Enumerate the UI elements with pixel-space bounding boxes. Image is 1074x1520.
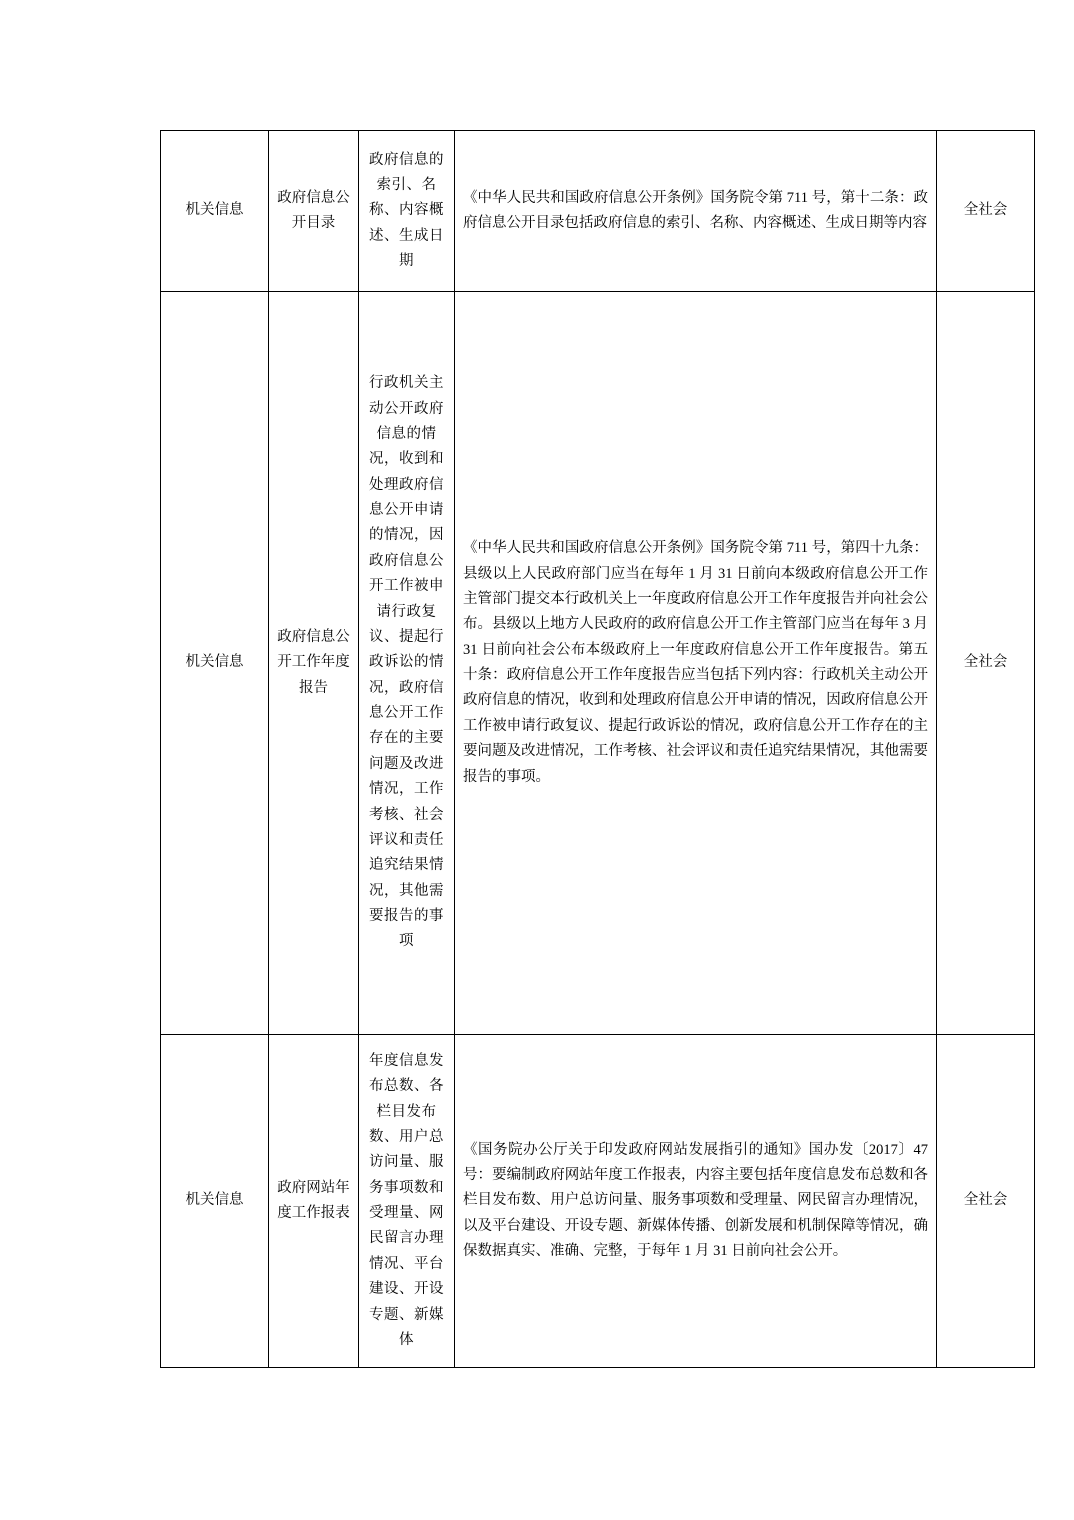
cell-name: 政府信息公开目录 [269,131,359,292]
cell-content: 年度信息发布总数、各栏目发布数、用户总访问量、服务事项数和受理量、网民留言办理情况、平台建设、开设专题、新媒体 [359,1035,455,1368]
cell-name: 政府网站年度工作报表 [269,1035,359,1368]
cell-audience: 全社会 [937,131,1035,292]
cell-content: 行政机关主动公开政府信息的情况，收到和处理政府信息公开申请的情况，因政府信息公开工作被申请行政复议、提起行政诉讼的情况，政府信息公开工作存在的主要问题及改进情况，工作考核、社会评议和责任追究结果情况，其他需要报告的事项 [359,292,455,1035]
cell-name: 政府信息公开工作年度报告 [269,292,359,1035]
cell-audience: 全社会 [937,292,1035,1035]
cell-category: 机关信息 [161,292,269,1035]
table-row [161,292,1035,1035]
cell-basis: 《中华人民共和国政府信息公开条例》国务院令第 711 号，第十二条：政府信息公开目录包括政府信息的索引、名称、内容概述、生成日期等内容 [455,131,937,292]
information-disclosure-table [160,130,1035,1368]
table-row [161,131,1035,292]
cell-basis: 《中华人民共和国政府信息公开条例》国务院令第 711 号，第四十九条：县级以上人民政府部门应当在每年 1 月 31 日前向本级政府信息公开工作主管部门提交本行政机关上一年度政府信息公开工作年度报告并向社会公布。县级以上地方人民政府的政府信息公开工作主管部门应当在每年 3 月 31 日前向社会公布本级政府上一年度政府信息公开工作年度报告。第五十条：政府信息公开工作年度报告应当包括下列内容：行政机关主动公开政府信息的情况，收到和处理政府信息公开申请的情况，因政府信息公开工作被申请行政复议、提起行政诉讼的情况，政府信息公开工作存在的主要问题及改进情况，工作考核、社会评议和责任追究结果情况，其他需要报告的事项。 [455,292,937,1035]
cell-category: 机关信息 [161,131,269,292]
cell-basis: 《国务院办公厅关于印发政府网站发展指引的通知》国办发〔2017〕47 号：要编制政府网站年度工作报表，内容主要包括年度信息发布总数和各栏目发布数、用户总访问量、服务事项数和受理量、网民留言办理情况，以及平台建设、开设专题、新媒体传播、创新发展和机制保障等情况，确保数据真实、准确、完整，于每年 1 月 31 日前向社会公开。 [455,1035,937,1368]
cell-content: 政府信息的索引、名称、内容概述、生成日期 [359,131,455,292]
table-row [161,1035,1035,1368]
cell-category: 机关信息 [161,1035,269,1368]
cell-audience: 全社会 [937,1035,1035,1368]
